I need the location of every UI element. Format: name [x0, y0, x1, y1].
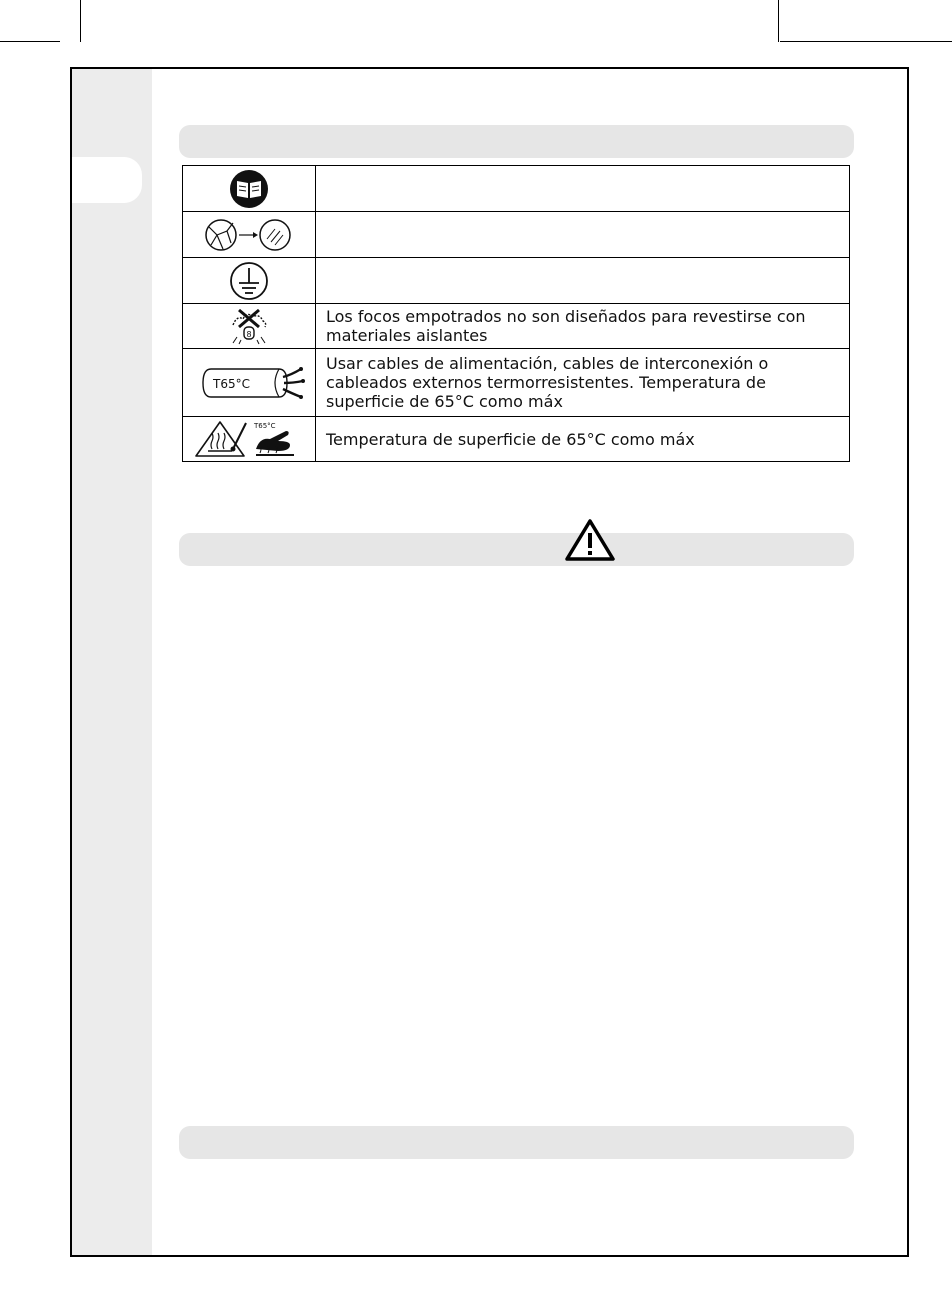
- crop-mark-top-right-h: [780, 41, 952, 42]
- row-text: [316, 166, 850, 212]
- symbols-table: [182, 165, 850, 462]
- side-tab: [72, 157, 142, 203]
- section-bar-warning: [179, 533, 854, 566]
- crop-mark-top-right: [778, 0, 779, 42]
- side-strip: [72, 69, 152, 1255]
- icon-cell: [183, 166, 316, 212]
- table-row: [183, 166, 850, 212]
- icon-cell: [183, 304, 316, 349]
- replace-cracked-glass-icon: [203, 217, 295, 253]
- row-text: Los focos empotrados no son diseñados para revestirse con materiales aislantes: [316, 304, 850, 349]
- table-row: [183, 417, 850, 462]
- read-manual-icon: [229, 169, 269, 209]
- heat-resistant-cable-icon: [191, 361, 307, 405]
- section-bar-bottom: [179, 1126, 854, 1159]
- crop-mark-top-left: [80, 0, 81, 42]
- table-row: [183, 349, 850, 417]
- table-row: [183, 304, 850, 349]
- no-insulation-cover-icon: [227, 307, 271, 345]
- table-row: [183, 212, 850, 258]
- icon-cell: [183, 349, 316, 417]
- row-text: Usar cables de alimentación, cables de interconexión o cableados externos termorresistentes. Temperatura de superficie de 65°C como máx: [316, 349, 850, 417]
- svg-text:8: 8: [246, 330, 252, 339]
- crop-mark-top-left-h: [0, 41, 60, 42]
- warning-triangle-icon: [565, 518, 615, 562]
- icon-cell: [183, 212, 316, 258]
- hot-surface-temp-label: T65°C: [254, 422, 276, 430]
- row-text: [316, 212, 850, 258]
- icon-cell: [183, 258, 316, 304]
- protective-earth-icon: [229, 261, 269, 301]
- table-row: [183, 258, 850, 304]
- section-bar-symbols: [179, 125, 854, 158]
- cable-temp-label: T65°C: [213, 376, 250, 391]
- row-text: Temperatura de superficie de 65°C como máx: [316, 417, 850, 462]
- icon-cell: [183, 417, 316, 462]
- hot-surface-icon: [194, 419, 304, 459]
- row-text: [316, 258, 850, 304]
